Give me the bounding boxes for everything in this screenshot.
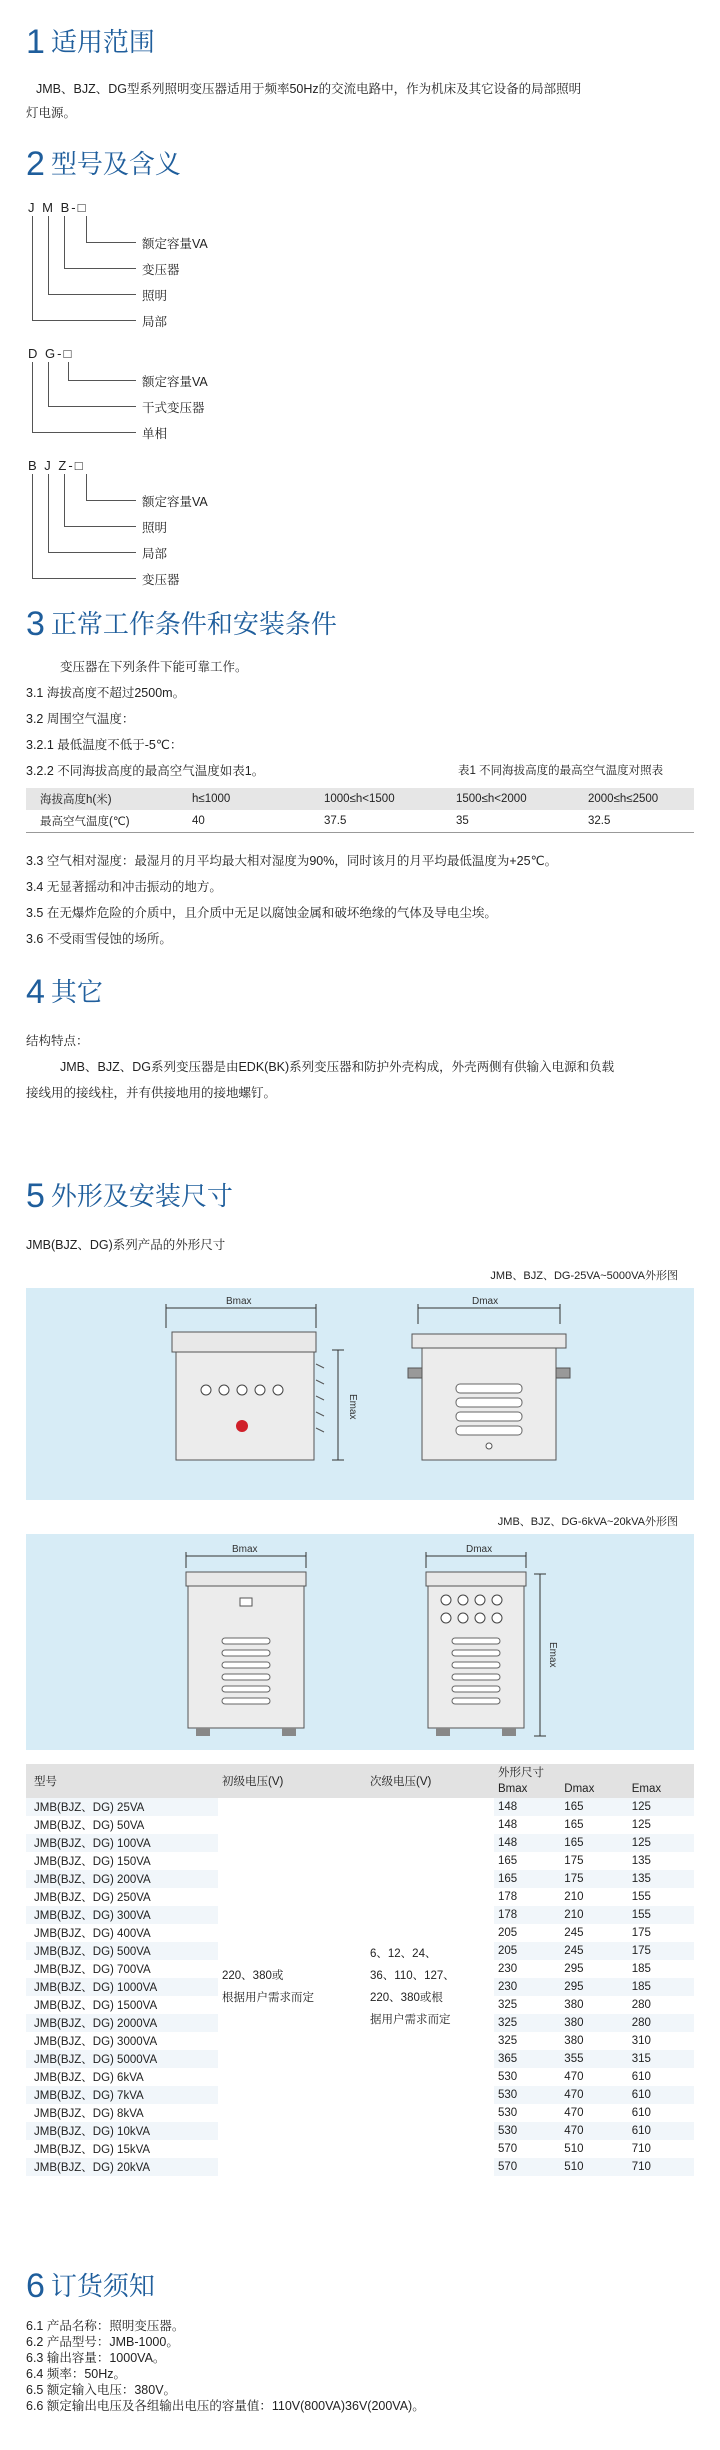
table-cell: JMB(BJZ、DG) 6kVA	[34, 2072, 144, 2084]
table-cell: 37.5	[324, 815, 347, 827]
table-cell: 1500≤h<2000	[456, 793, 527, 805]
table-cell: 325	[498, 1999, 518, 2011]
table-cell: 245	[560, 1942, 627, 1960]
table-cell: 175	[564, 1855, 584, 1867]
table-cell: 530	[498, 2107, 518, 2119]
table-cell: 470	[564, 2107, 584, 2119]
table-cell: 175	[628, 1942, 694, 1960]
table-cell: 32.5	[588, 815, 611, 827]
table-cell: 295	[560, 1978, 627, 1996]
table-cell: 710	[631, 2143, 651, 2155]
section-3-item: 3.2 周围空气温度：	[26, 712, 135, 726]
section-3-item: 3.3 空气相对湿度：最湿月的月平均最大相对湿度为90%，同时该月的月平均最低温度为+25℃。	[26, 854, 558, 868]
table-cell: 135	[631, 1855, 651, 1867]
order-item: 6.3 输出容量：1000VA。	[26, 2351, 166, 2365]
table-header: 外形尺寸	[498, 1767, 544, 1779]
code-letter: B	[28, 458, 39, 473]
code-label: 照明	[142, 289, 168, 303]
section-3-item: 3.4 无显著摇动和冲击振动的地方。	[26, 880, 222, 894]
table-cell: 165	[560, 1798, 627, 1816]
table-cell: 海拔高度h(米)	[40, 794, 112, 806]
table-cell: 380	[564, 1999, 584, 2011]
table-row	[26, 1798, 694, 1816]
section-1-text-line-2: 灯电源。	[26, 106, 77, 120]
table-cell: 280	[628, 2014, 694, 2032]
table-cell: 175	[631, 1927, 651, 1939]
table-cell: JMB(BJZ、DG) 300VA	[26, 1906, 218, 1924]
order-item: 6.4 频率：50Hz。	[26, 2367, 127, 2381]
table-cell: JMB(BJZ、DG) 400VA	[34, 1928, 151, 1940]
code-label: 干式变压器	[142, 401, 205, 415]
table-cell: 148	[494, 1798, 560, 1816]
section-2-heading: 2 型号及含义	[26, 145, 181, 183]
code-label: 变压器	[142, 573, 180, 587]
table-cell: JMB(BJZ、DG) 700VA	[34, 1964, 151, 1976]
code-letter: D	[28, 346, 40, 361]
table-cell: 205	[498, 1927, 518, 1939]
table-cell: 230	[498, 1963, 518, 1975]
transformer-drawing	[26, 1264, 694, 1500]
order-item: 6.1 产品名称：照明变压器。	[26, 2319, 185, 2333]
secondary-voltage-line: 36、110、127、	[370, 1970, 455, 1982]
table-cell: JMB(BJZ、DG) 2000VA	[26, 2014, 218, 2032]
secondary-voltage-line: 6、12、24、	[370, 1948, 437, 1960]
table-cell: 178	[494, 1906, 560, 1924]
table-cell: 155	[631, 1891, 651, 1903]
table-1-caption: 表1 不同海拔高度的最高空气温度对照表	[458, 765, 664, 777]
emax-label: Emax	[347, 1394, 358, 1420]
table-cell: 310	[631, 2035, 651, 2047]
table-header: Bmax	[498, 1783, 528, 1795]
table-cell: 530	[494, 2086, 560, 2104]
section-3-item: 3.6 不受雨雪侵蚀的场所。	[26, 932, 172, 946]
code-letter: J	[44, 458, 53, 473]
secondary-voltage-cell	[366, 1798, 494, 2176]
dimension-table	[26, 1764, 694, 2176]
section-3-item: 3.5 在无爆炸危险的介质中，且介质中无足以腐蚀金属和破坏绝缘的气体及导电尘埃。	[26, 906, 497, 920]
table-cell: 125	[628, 1798, 694, 1816]
table-cell: 325	[494, 2014, 560, 2032]
table-cell: 610	[631, 2107, 651, 2119]
order-item: 6.2 产品型号：JMB-1000。	[26, 2335, 179, 2349]
table-cell: 530	[494, 2122, 560, 2140]
primary-voltage-cell	[218, 1798, 366, 2176]
code-label: 单相	[142, 427, 168, 441]
section-3-intro: 变压器在下列条件下能可靠工作。	[60, 660, 248, 674]
table-cell: JMB(BJZ、DG) 25VA	[26, 1798, 218, 1816]
code-label: 照明	[142, 521, 168, 535]
table-cell: 165	[564, 1819, 584, 1831]
table-cell: JMB(BJZ、DG) 7kVA	[26, 2086, 218, 2104]
table-cell: 365	[494, 2050, 560, 2068]
table-cell: 最高空气温度(℃)	[40, 816, 130, 828]
table-cell: 570	[494, 2158, 560, 2176]
table-cell: JMB(BJZ、DG) 1500VA	[34, 2000, 158, 2012]
table-cell: 325	[498, 2035, 518, 2047]
section-4-heading: 4 其它	[26, 973, 103, 1011]
code-letter: G-□	[45, 346, 74, 361]
table-cell: JMB(BJZ、DG) 10kVA	[26, 2122, 218, 2140]
table-header: Emax	[631, 1783, 662, 1795]
code-letter: B-□	[60, 200, 88, 215]
table-cell: 315	[628, 2050, 694, 2068]
table-cell: 1000≤h<1500	[324, 793, 395, 805]
code-letter: Z-□	[58, 458, 85, 473]
table-cell: 125	[631, 1819, 651, 1831]
table-cell: JMB(BJZ、DG) 3000VA	[34, 2036, 158, 2048]
code-label: 局部	[142, 547, 168, 561]
table-cell: 210	[560, 1906, 627, 1924]
code-label: 变压器	[142, 263, 180, 277]
table-cell: 178	[498, 1891, 518, 1903]
table-cell: JMB(BJZ、DG) 200VA	[26, 1870, 218, 1888]
code-label: 额定容量VA	[142, 237, 208, 251]
table-cell: h≤1000	[192, 793, 231, 805]
figure-caption: JMB、BJZ、DG-6kVA~20kVA外形图	[26, 1510, 694, 1534]
table-cell: 570	[498, 2143, 518, 2155]
table-cell: 530	[498, 2071, 518, 2083]
table-header: 次级电压(V)	[370, 1776, 432, 1788]
bmax-label: Bmax	[232, 1544, 258, 1555]
table-cell: 125	[628, 1834, 694, 1852]
table-cell: 245	[564, 1927, 584, 1939]
table-cell: JMB(BJZ、DG) 8kVA	[34, 2108, 144, 2120]
table-cell: 710	[628, 2158, 694, 2176]
code-label: 额定容量VA	[142, 375, 208, 389]
table-cell: 510	[564, 2143, 584, 2155]
table-header: 型号	[34, 1776, 57, 1788]
table-cell: JMB(BJZ、DG) 15kVA	[34, 2144, 151, 2156]
table-cell: 210	[564, 1891, 584, 1903]
section-6-heading: 6 订货须知	[26, 2267, 155, 2305]
table-header: Dmax	[564, 1783, 595, 1795]
table-cell: JMB(BJZ、DG) 1000VA	[26, 1978, 218, 1996]
section-3-item: 3.2.2 不同海拔高度的最高空气温度如表1。	[26, 764, 265, 778]
table-cell: 2000≤h≤2500	[588, 793, 659, 805]
table-cell: 155	[628, 1906, 694, 1924]
emax-label: Emax	[547, 1642, 558, 1668]
table-cell: 470	[560, 2086, 627, 2104]
table-cell: 40	[192, 815, 205, 827]
section-4-text-line-2: 接线用的接线柱，并有供接地用的接地螺钉。	[26, 1086, 277, 1100]
code-label: 局部	[142, 315, 168, 329]
table-cell: 610	[631, 2071, 651, 2083]
table-cell: 165	[494, 1870, 560, 1888]
table-cell: 35	[456, 815, 469, 827]
table-cell: 610	[628, 2086, 694, 2104]
bmax-label: Bmax	[226, 1296, 252, 1307]
table-cell: 205	[494, 1942, 560, 1960]
table-cell: 380	[564, 2035, 584, 2047]
primary-voltage-line: 220、380或	[222, 1970, 284, 1982]
dmax-label: Dmax	[472, 1296, 499, 1307]
section-4-subtitle: 结构特点：	[26, 1034, 89, 1048]
table-cell: 148	[498, 1819, 518, 1831]
section-5-subtitle: JMB(BJZ、DG)系列产品的外形尺寸	[26, 1238, 226, 1252]
section-3-item: 3.2.1 最低温度不低于-5℃：	[26, 738, 183, 752]
figure-caption: JMB、BJZ、DG-25VA~5000VA外形图	[26, 1264, 694, 1288]
table-cell: 380	[560, 2014, 627, 2032]
section-1-heading: 1 适用范围	[26, 23, 155, 61]
table-cell: 148	[494, 1834, 560, 1852]
code-letter: J	[28, 200, 37, 215]
table-cell: 280	[631, 1999, 651, 2011]
table-cell: JMB(BJZ、DG) 250VA	[34, 1892, 151, 1904]
table-cell: 165	[560, 1834, 627, 1852]
table-cell: 135	[628, 1870, 694, 1888]
secondary-voltage-line: 220、380或根	[370, 1992, 443, 2004]
code-letter: M	[42, 200, 55, 215]
dmax-label: Dmax	[466, 1544, 493, 1555]
order-item: 6.5 额定输入电压：380V。	[26, 2383, 177, 2397]
table-cell: JMB(BJZ、DG) 150VA	[34, 1856, 151, 1868]
section-3-heading: 3 正常工作条件和安装条件	[26, 605, 337, 643]
table-cell: 230	[494, 1978, 560, 1996]
table-cell: 165	[498, 1855, 518, 1867]
table-cell: 610	[628, 2122, 694, 2140]
transformer-drawing	[26, 1510, 694, 1750]
secondary-voltage-line: 据用户需求而定	[370, 2014, 451, 2026]
section-4-text-line-1: JMB、BJZ、DG系列变压器是由EDK(BK)系列变压器和防护外壳构成，外壳两侧有供输入电源和负载	[60, 1060, 615, 1074]
outline-figure-large	[26, 1510, 694, 1750]
table-cell: JMB(BJZ、DG) 500VA	[26, 1942, 218, 1960]
table-cell: 510	[560, 2158, 627, 2176]
table-cell: JMB(BJZ、DG) 100VA	[26, 1834, 218, 1852]
table-cell: 185	[628, 1978, 694, 1996]
table-cell: 295	[564, 1963, 584, 1975]
table-cell: JMB(BJZ、DG) 5000VA	[26, 2050, 218, 2068]
section-1-text-line-1: JMB、BJZ、DG型系列照明变压器适用于频率50Hz的交流电路中，作为机床及其它设备的局部照明	[36, 82, 582, 96]
outline-figure-small	[26, 1264, 694, 1500]
table-cell: 185	[631, 1963, 651, 1975]
table-cell: 355	[560, 2050, 627, 2068]
table-cell: JMB(BJZ、DG) 20kVA	[26, 2158, 218, 2176]
table-header: 初级电压(V)	[222, 1776, 284, 1788]
table-cell: 175	[560, 1870, 627, 1888]
section-3-item: 3.1 海拔高度不超过2500m。	[26, 686, 186, 700]
table-cell: JMB(BJZ、DG) 50VA	[34, 1820, 145, 1832]
section-5-heading: 5 外形及安装尺寸	[26, 1177, 233, 1215]
table-cell: 470	[564, 2071, 584, 2083]
primary-voltage-line: 根据用户需求而定	[222, 1992, 314, 2004]
altitude-temperature-table	[26, 788, 694, 833]
code-label: 额定容量VA	[142, 495, 208, 509]
table-cell: 470	[560, 2122, 627, 2140]
order-item: 6.6 额定输出电压及各组输出电压的容量值：110V(800VA)36V(200VA)。	[26, 2399, 425, 2413]
